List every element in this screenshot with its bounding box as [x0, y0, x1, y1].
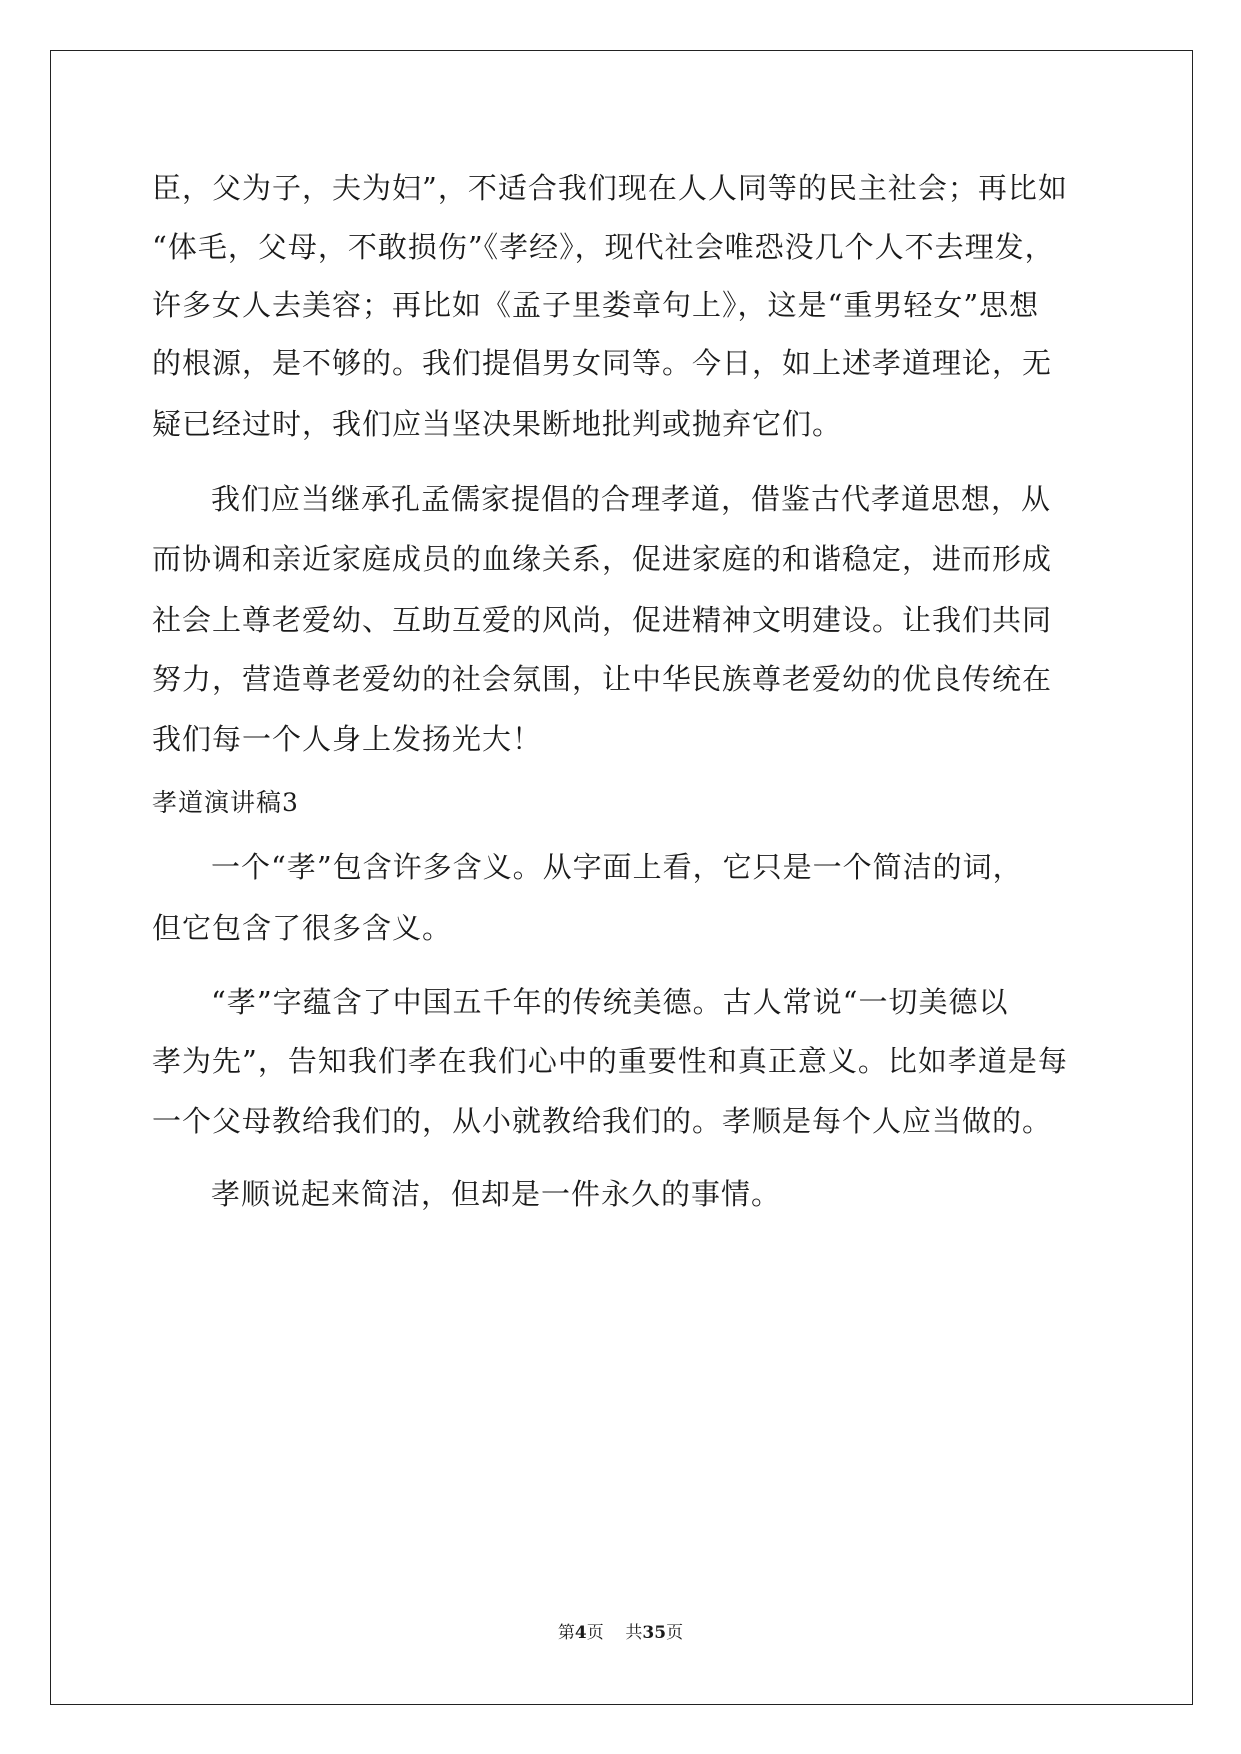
text-line-14: 孝为先”，告知我们孝在我们心中的重要性和真正意义。比如孝道是每: [152, 1044, 1068, 1078]
text-line-16: 孝顺说起来简洁，但却是一件永久的事情。: [211, 1177, 782, 1211]
footer-prefix: 第: [557, 1623, 575, 1643]
text-line-2: “体毛，父母，不敢损伤”《孝经》，现代社会唯恐没几个人不去理发，: [152, 230, 1055, 264]
text-line-1: 臣，父为子，夫为妇”，不适合我们现在人人同等的民主社会；再比如: [152, 171, 1068, 205]
text-line-4: 的根源，是不够的。我们提倡男女同等。今日，如上述孝道理论，无: [152, 346, 1053, 380]
text-line-11: 一个“孝”包含许多含义。从字面上看，它只是一个简洁的词，: [211, 850, 1023, 884]
footer-total-prefix: 共: [625, 1623, 643, 1643]
text-line-12: 但它包含了很多含义。: [152, 911, 453, 945]
page-footer: [0, 1622, 1241, 1644]
text-line-5: 疑已经过时，我们应当坚决果断地批判或抛弃它们。: [152, 407, 843, 441]
section-heading: 孝道演讲稿3: [152, 788, 299, 817]
text-line-15: 一个父母教给我们的，从小就教给我们的。孝顺是每个人应当做的。: [152, 1104, 1053, 1138]
footer-total-suffix: 页: [666, 1623, 684, 1643]
text-line-9: 努力，营造尊老爱幼的社会氛围，让中华民族尊老爱幼的优良传统在: [152, 662, 1053, 696]
text-line-10: 我们每一个人身上发扬光大！: [152, 722, 543, 756]
text-line-8: 社会上尊老爱幼、互助互爱的风尚，促进精神文明建设。让我们共同: [152, 603, 1053, 637]
text-line-7: 而协调和亲近家庭成员的血缘关系，促进家庭的和谐稳定，进而形成: [152, 542, 1053, 576]
text-line-3: 许多女人去美容；再比如《孟子里娄章句上》，这是“重男轻女”思想: [152, 288, 1040, 322]
text-line-13: “孝”字蕴含了中国五千年的传统美德。古人常说“一切美德以: [211, 985, 1009, 1019]
footer-total-pages: 35: [642, 1623, 667, 1643]
text-line-6: 我们应当继承孔孟儒家提倡的合理孝道，借鉴古代孝道思想，从: [211, 482, 1052, 516]
footer-page-suffix: 页: [586, 1623, 604, 1643]
footer-page-number: 4: [574, 1623, 587, 1643]
